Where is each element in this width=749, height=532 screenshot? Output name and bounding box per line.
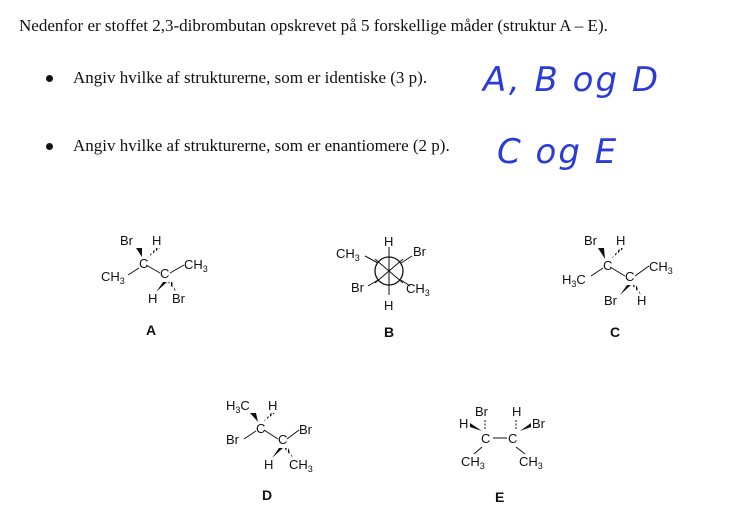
caption-c: C (610, 324, 621, 340)
atom-br: Br (532, 416, 545, 431)
atom-h: H (512, 404, 522, 419)
atom-h: H (384, 298, 394, 313)
structure-e (459, 404, 546, 505)
atom-c: C (508, 431, 518, 446)
atom-h: H (148, 291, 158, 306)
atom-c: C (481, 431, 491, 446)
structure-a (101, 233, 208, 338)
atom-h: H (384, 234, 394, 249)
atom-br: Br (351, 280, 364, 295)
atom-c: C (256, 421, 266, 436)
atom-ch3: $CH_3$ (406, 281, 430, 298)
atom-c: C (603, 258, 613, 273)
atom-h: H (152, 233, 162, 248)
atom-br: Br (120, 233, 133, 248)
atom-br: Br (413, 244, 426, 259)
handwritten-answer-1: A, B og D (483, 60, 661, 100)
structure-b (336, 234, 430, 340)
atom-h: H (268, 398, 278, 413)
atom-br: Br (604, 293, 617, 308)
atom-ch3: $CH_3$ (336, 246, 360, 263)
atom-ch3: $CH_3$ (101, 269, 125, 286)
atom-ch3: $CH_3$ (461, 454, 485, 471)
structure-d (226, 398, 313, 503)
atom-br: Br (226, 432, 239, 447)
caption-e: E (495, 489, 505, 505)
atom-h: H (616, 233, 626, 248)
atom-ch3: $CH_3$ (519, 454, 543, 471)
atom-ch3: $CH_3$ (649, 259, 673, 276)
atom-br: Br (584, 233, 597, 248)
atom-h: H (459, 416, 469, 431)
atom-ch3: $CH_3$ (184, 257, 208, 274)
atom-ch3: $CH_3$ (289, 457, 313, 474)
caption-a: A (146, 322, 157, 338)
atom-h3c: $H_3C$ (562, 272, 586, 289)
atom-c: C (625, 269, 635, 284)
atom-br: Br (475, 404, 488, 419)
intro-text: Nedenfor er stoffet 2,3-dibrombutan opskrevet på 5 forskellige måder (struktur A – E). (19, 16, 608, 35)
caption-b: B (384, 324, 395, 340)
caption-d: D (262, 487, 273, 503)
atom-br: Br (172, 291, 185, 306)
atom-br: Br (299, 422, 312, 437)
handwritten-answer-2: C og E (497, 132, 619, 172)
atom-c: C (160, 266, 170, 281)
question-2-text: Angiv hvilke af strukturerne, som er enantiomere (2 p). (73, 136, 450, 155)
atom-c: C (139, 256, 149, 271)
atom-c: C (278, 432, 288, 447)
question-1-text: Angiv hvilke af strukturerne, som er identiske (3 p). (73, 68, 428, 87)
atom-h3c: $H_3C$ (226, 398, 250, 415)
atom-h: H (264, 457, 274, 472)
atom-h: H (637, 293, 647, 308)
structure-c (562, 233, 673, 340)
